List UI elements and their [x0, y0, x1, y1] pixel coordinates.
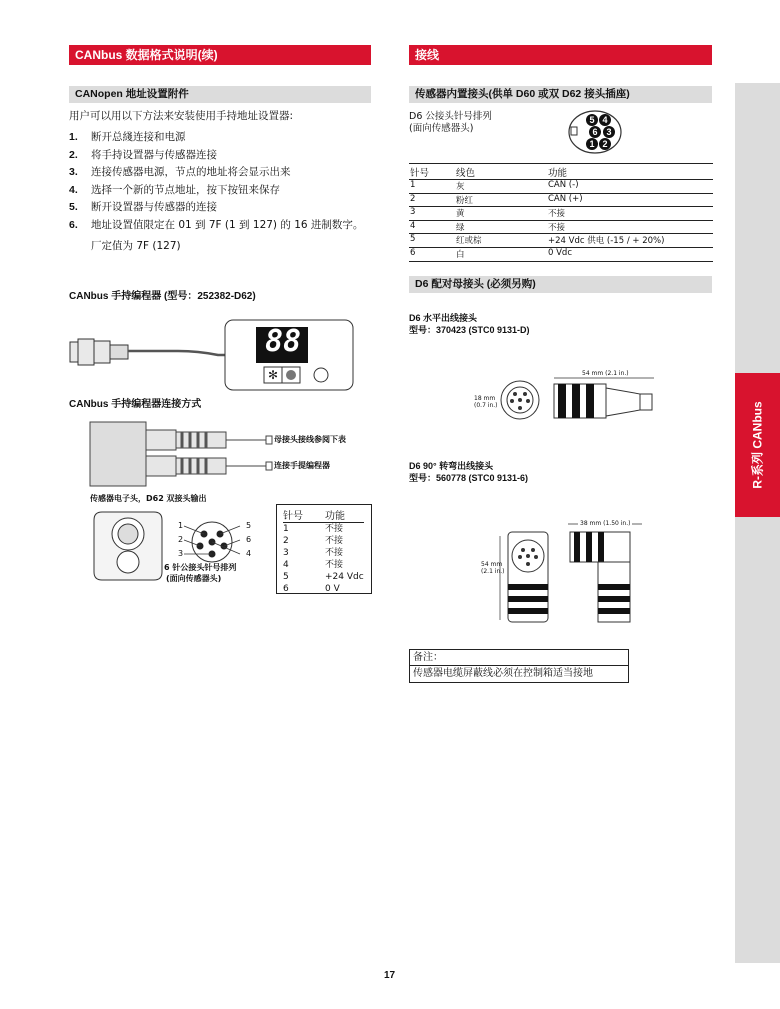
pin-num-5: 5 [246, 521, 252, 530]
pin-caption-2: (面向传感器头) [166, 574, 222, 583]
right-sub-title-2: D6 配对母接头 (必须另购) [409, 276, 712, 293]
table-cell-func: CAN (+) [547, 193, 713, 207]
straight-dim-len: 54 mm (2.1 in.) [582, 370, 629, 377]
table-cell-func: 0 Vdc [547, 247, 713, 261]
left-pin-table [276, 504, 372, 594]
table-row [409, 180, 713, 194]
d6-pin-label [409, 111, 492, 135]
table-row [283, 547, 364, 559]
angle-model: 型号：560778 (STC0 9131-6) [409, 473, 529, 483]
angle-title: D6 90° 转弯出线接头 [409, 461, 494, 471]
table-cell-pin: 6 [283, 584, 289, 594]
page-number: 17 [384, 970, 396, 981]
pin-num-6: 6 [246, 535, 252, 544]
step-item [69, 182, 369, 200]
programmer-illustration [68, 315, 368, 395]
left-section-title: CANbus 数据格式说明(续) [69, 45, 371, 65]
pin-num-2: 2 [178, 535, 184, 544]
note-title: 备注： [410, 650, 628, 666]
step-text: 断开总綫连接和电源 [91, 131, 186, 143]
table-row [283, 559, 364, 571]
d6-connector-face [566, 108, 624, 156]
table-cell-color: 红或棕 [455, 234, 547, 248]
side-gray-bar [735, 83, 780, 963]
intro-text: 用户可以用以下方法来安装使用手持地址设置器: [69, 110, 294, 122]
connector-pin-3: 3 [606, 127, 612, 137]
connector-pin-5: 5 [589, 115, 595, 125]
table-cell-func: 不接 [325, 560, 344, 570]
programmer-title: CANbus 手持编程器 (型号：252382-D62) [69, 291, 256, 302]
step-item [69, 129, 369, 147]
step-number: 1. [69, 131, 78, 143]
label-female: 母接头接线参阅下表 [274, 435, 346, 444]
table-cell-pin: 4 [409, 220, 455, 234]
note-text: 传感器电缆屏蔽线必须在控制箱适当接地 [413, 668, 593, 679]
table-cell-color: 灰 [455, 180, 547, 194]
table-cell-pin: 4 [283, 560, 289, 570]
table-cell-func: 不接 [325, 536, 344, 546]
step-number: 3. [69, 166, 78, 178]
d6-pin-label-2: (面向传感器头) [409, 123, 474, 134]
step-number: 2. [69, 148, 78, 161]
connection-illustration [86, 420, 276, 490]
table-row [283, 583, 364, 595]
table-cell-pin: 3 [283, 548, 289, 558]
step-number: 5. [69, 201, 78, 213]
right-sub-title-1: 传感器内置接头(供单 D60 或双 D62 接头插座) [409, 86, 712, 103]
connector-pin-4: 4 [602, 115, 608, 125]
table-row [409, 193, 713, 207]
step-item [69, 217, 369, 235]
table-cell-pin: 2 [409, 193, 455, 207]
table-header-func: 功能 [325, 507, 364, 523]
step-item [69, 147, 369, 165]
straight-title: D6 水平出线接头 [409, 313, 478, 323]
th-func: 功能 [547, 164, 713, 180]
table-header-pin: 针号 [283, 507, 325, 523]
table-cell-pin: 5 [409, 234, 455, 248]
pin-num-1: 1 [178, 521, 184, 530]
step-number: 4. [69, 183, 78, 196]
table-cell-pin: 1 [283, 524, 289, 534]
table-cell-func: CAN (-) [547, 180, 713, 194]
right-pin-table [409, 163, 713, 262]
label-programmer: 连接手提编程器 [274, 461, 330, 470]
straight-dim-dia-1: 18 mm [474, 395, 496, 402]
table-cell-pin: 1 [409, 180, 455, 194]
table-cell-func: 不接 [547, 207, 713, 221]
table-row [283, 571, 364, 583]
table-cell-func: +24 Vdc 供电 (-15 / + 20%) [547, 234, 713, 248]
step-number: 6. [69, 218, 78, 231]
label-sensor: 传感器电子头，D62 双接头输出 [90, 494, 207, 503]
table-cell-pin: 3 [409, 207, 455, 221]
step-item [69, 199, 369, 217]
connector-pin-6: 6 [592, 127, 598, 137]
step-text: 断开设置器与传感器的连接 [91, 201, 217, 213]
straight-dim-dia [474, 395, 498, 409]
pin-caption-1: 6 针公接头针号排列 [164, 563, 237, 572]
pin-num-3: 3 [178, 549, 184, 558]
left-sub-title: CANopen 地址设置附件 [69, 86, 371, 103]
step-text: 地址设置值限定在 01 到 7F (1 到 127) 的 16 进制数字。 [91, 218, 364, 231]
right-section-title: 接线 [409, 45, 712, 65]
table-row [283, 523, 364, 536]
straight-model: 型号：370423 (STC0 9131-D) [409, 325, 530, 335]
table-cell-color: 粉红 [455, 193, 547, 207]
table-row [409, 207, 713, 221]
pin-num-4: 4 [246, 549, 252, 558]
table-cell-func: +24 Vdc [325, 572, 364, 582]
table-cell-func: 不接 [325, 548, 344, 558]
table-row [409, 220, 713, 234]
angle-dim-h-1: 54 mm [481, 561, 503, 568]
svg-text:✻: ✻ [267, 368, 279, 382]
table-cell-color: 绿 [455, 220, 547, 234]
table-row [283, 535, 364, 547]
step6-continuation: 厂定值为 7F (127) [91, 240, 181, 252]
table-cell-pin: 2 [283, 536, 289, 546]
side-tab-label: R-系列 CANbus [750, 401, 765, 489]
angle-connector-drawing [490, 518, 660, 628]
th-pin: 针号 [409, 164, 455, 180]
connector-pin-1: 1 [589, 139, 595, 149]
table-cell-func: 不接 [547, 220, 713, 234]
table-row [409, 247, 713, 261]
display-digits: 88 [264, 324, 302, 359]
table-row [409, 234, 713, 248]
table-cell-func: 不接 [325, 524, 344, 534]
steps-list [69, 129, 369, 234]
connector-pin-2: 2 [602, 139, 608, 149]
step-text: 将手持设置器与传感器连接 [91, 148, 217, 161]
th-color: 线色 [455, 164, 547, 180]
d6-pin-label-1: D6 公接头针号排列 [409, 111, 492, 122]
connection-title: CANbus 手持编程器连接方式 [69, 399, 202, 410]
note-box [409, 649, 629, 683]
step-text: 连接传感器电源，节点的地址将会显示出来 [91, 166, 291, 178]
step-item [69, 164, 369, 182]
table-cell-pin: 6 [409, 247, 455, 261]
table-cell-func: 0 V [325, 584, 340, 594]
straight-dim-dia-2: (0.7 in.) [474, 402, 498, 409]
table-cell-pin: 5 [283, 572, 289, 582]
table-cell-color: 白 [455, 247, 547, 261]
angle-dim-w: 38 mm (1.50 in.) [580, 520, 631, 527]
angle-dim-h-2: (2.1 in.) [481, 568, 505, 575]
table-cell-color: 黄 [455, 207, 547, 221]
angle-dim-h [481, 561, 505, 575]
step-text: 选择一个新的节点地址，按下按钮来保存 [91, 183, 280, 196]
